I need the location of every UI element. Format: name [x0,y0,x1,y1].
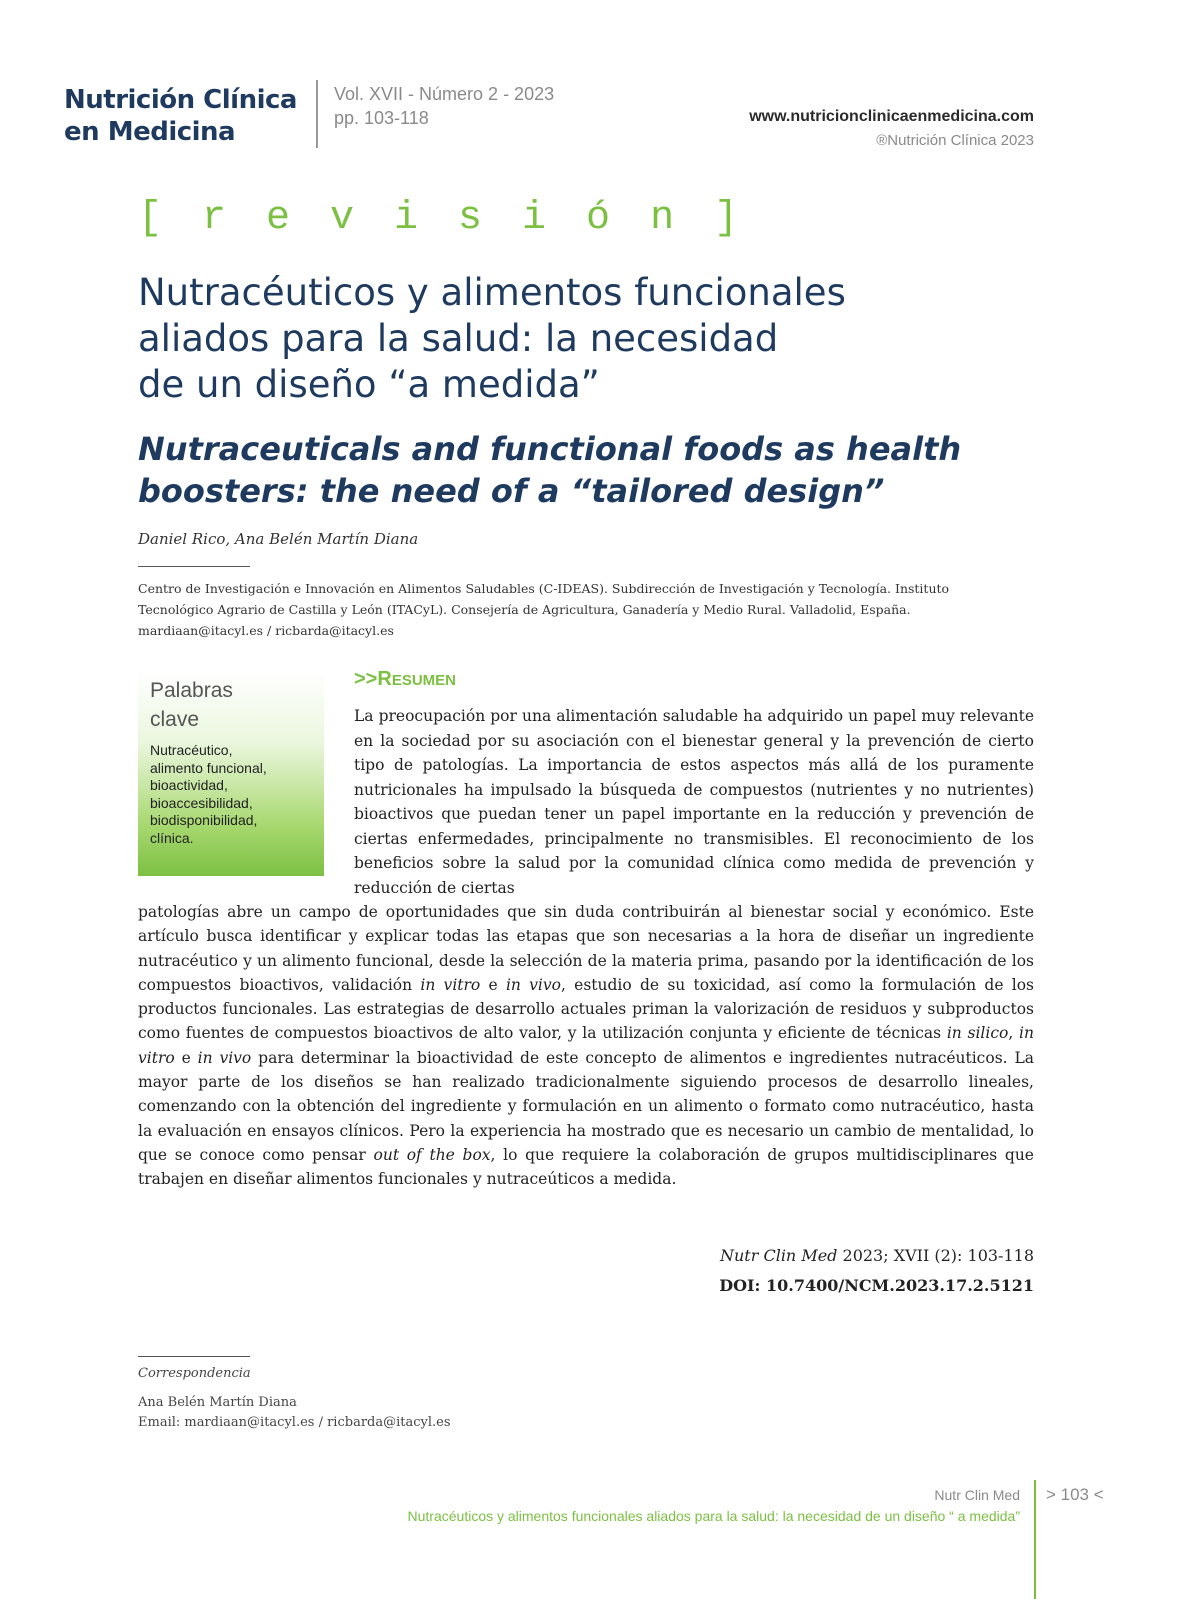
title-es-line: aliados para la salud: la necesidad [138,317,779,360]
footer-running-title: Nutracéuticos y alimentos funcionales aliados para la salud: la necesidad de un diseño “ a medida” [407,1508,1020,1524]
affiliation-line: Centro de Investigación e Innovación en Alimentos Saludables (C-IDEAS). Subdirección de Investigación y Tecnología. Instituto [138,581,950,596]
abstract-text: e [480,975,506,994]
abstract-heading-rest: ESUMEN [391,672,456,689]
keywords-list [150,742,320,847]
article-title-spanish [138,270,1038,408]
abstract-paragraph-top: La preocupación por una alimentación saludable ha adquirido un papel muy relevante en la sociedad por su asociación con el bienestar general y la prevención de cierto tipo de patologías. La importancia de estos aspectos más allá de los puramente nutricionales ha impulsado la búsqueda de compuestos (nutrientes y no nutrientes) bioactivos que puedan tener un papel importante en la reducción y prevención de ciertas enfermedades, principalmente no transmisibles. El reconocimiento de los beneficios sobre la salud por la comunidad clínica como medida de prevención y reducción de ciertas [354,707,1034,897]
title-es-line: Nutracéuticos y alimentos funcionales [138,271,846,314]
abstract-italic: in vitro [420,975,481,994]
abstract-paragraph-body [138,900,1034,1192]
title-en-line: boosters: the need of a “tailored design” [138,472,885,510]
correspondence-email[interactable]: Email: mardiaan@itacyl.es / ricbarda@itacyl.es [138,1415,451,1430]
copyright: ®Nutrición Clínica 2023 [876,132,1034,149]
keywords-title [150,676,233,734]
page-number: > 103 < [1046,1485,1104,1504]
footer-journal: Nutr Clin Med [934,1487,1020,1503]
title-es-line: de un diseño “a medida” [138,363,600,406]
volume-number: Vol. XVII - Número 2 - 2023 [334,84,555,104]
header-divider [316,80,318,148]
correspondence-label: Correspondencia [138,1366,251,1381]
abstract-heading [354,668,456,691]
correspondence-name: Ana Belén Martín Diana [138,1395,297,1410]
correspondence-divider [138,1356,250,1357]
affiliation-line: Tecnológico Agrario de Castilla y León (ITACyL). Consejería de Agricultura, Ganadería y Medio Rural. Valladolid, España. [138,602,911,617]
authors: Daniel Rico, Ana Belén Martín Diana [138,530,419,548]
keywords-title-line: clave [150,708,200,731]
citation-journal: Nutr Clin Med [719,1246,838,1265]
keyword-item: clínica. [150,829,194,846]
abstract-italic: in silico [946,1024,1009,1043]
website-link[interactable]: www.nutricionclinicaenmedicina.com [749,108,1034,125]
affiliation [138,578,1038,641]
doi[interactable]: DOI: 10.7400/NCM.2023.17.2.5121 [719,1276,1034,1295]
abstract-italic: in vivo [197,1048,252,1067]
abstract-italic: in vivo [505,975,561,994]
page-range: pp. 103-118 [334,108,429,128]
abstract-text: , lo que requiere la colaboración de grupos multidisciplinares que trabajen en diseñar alimentos funcionales y nutraceúticos a medida. [138,1145,1034,1189]
affiliation-emails[interactable]: mardiaan@itacyl.es / ricbarda@itacyl.es [138,623,394,638]
keyword-item: biodisponibilidad, [150,812,258,828]
abstract-text: para determinar la bioactividad de este concepto de alimentos e ingredientes nutracéuticos. La mayor parte de los diseños se han realizado tradicionalmente siguiendo procesos de desarrollo lineales, comenzando con la obtención del ingrediente y formulación en un alimento o formato como nutracéutico, hasta la evaluación en ensayos clínicos. Pero la experiencia ha mostrado que es necesario un cambio de mentalidad, lo que se conoce como pensar [138,1048,1035,1164]
abstract-text: patologías abre un campo de oportunidades que sin duda contribuirán al bienestar social y económico. Este artículo busca identificar y explicar todas las etapas que son necesarias a la hora de diseñar un ingrediente nutracéutico y un alimento funcional, desde la selección de la materia prima, pasando por la identificación de los compuestos bioactivos, validación [138,903,1034,994]
article-title-english [138,428,1038,512]
abstract-heading-prefix: >>R [354,668,392,690]
citation [720,1246,1034,1265]
journal-name-line1: Nutrición Clínica [64,85,297,115]
abstract-text: e [174,1048,198,1067]
abstract-italic: out of the box [373,1145,491,1164]
section-tag: [ r e v i s i ó n ] [138,196,747,241]
volume-info [334,82,554,130]
keyword-item: bioactividad, [150,777,228,793]
abstract-text: , estudio de su toxicidad, así como la formulación de los productos funcionales. Las estrategias de desarrollo actuales priman la valorización de residuos y subproductos como fuentes de compuestos bioactivos de alto valor, y la utilización conjunta y eficiente de técnicas [138,975,1035,1043]
authors-divider [138,566,250,567]
journal-logo [64,84,297,148]
keyword-item: bioaccesibilidad, [150,794,253,811]
keyword-item: Nutracéutico, [150,742,233,758]
abstract-italic: in vitro [138,1024,1034,1067]
footer-divider [1034,1480,1036,1599]
abstract-text: , [1008,1024,1020,1043]
title-en-line: Nutraceuticals and functional foods as health [138,430,962,468]
keyword-item: alimento funcional, [150,759,267,776]
keywords-title-line: Palabras [150,679,233,702]
citation-details: 2023; XVII (2): 103-118 [837,1246,1034,1265]
journal-name-line2: en Medicina [64,117,236,147]
